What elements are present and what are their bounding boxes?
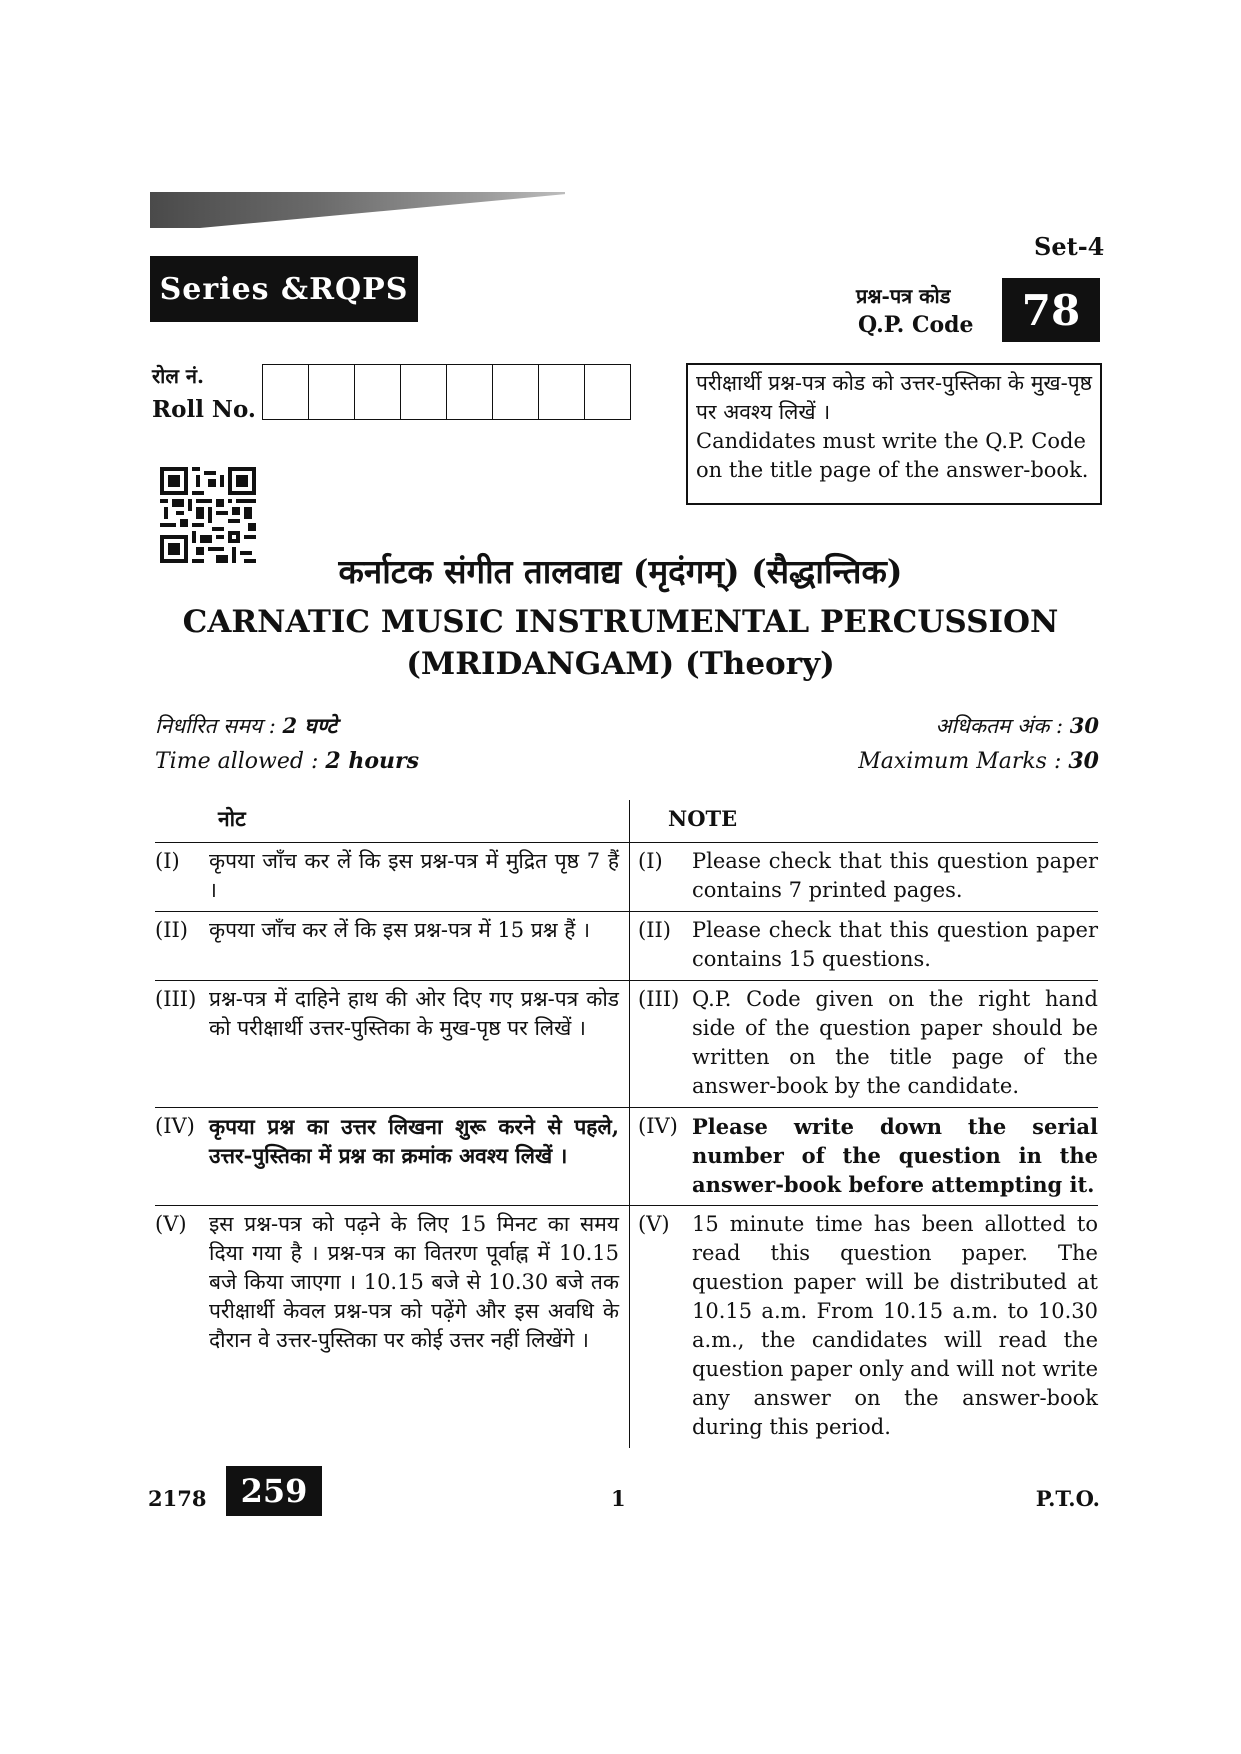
note-text-hindi: कृपया जाँच कर लें कि इस प्रश्न-पत्र में 15 प्रश्न हैं । (209, 918, 591, 942)
roll-no-label: Roll No. (152, 396, 256, 423)
note-hindi (155, 1206, 630, 1448)
qp-code-label: Q.P. Code (858, 312, 974, 338)
note-row (155, 1108, 1098, 1206)
notes-header-row (155, 800, 1098, 843)
title-english-line2: (MRIDANGAM) (Theory) (406, 646, 835, 682)
note-number: (IV) (155, 1114, 195, 1138)
title-english-line1: CARNATIC MUSIC INSTRUMENTAL PERCUSSION (182, 604, 1059, 640)
note-number: (II) (638, 918, 671, 942)
note-number: (I) (638, 849, 663, 873)
note-text-hindi: कृपया प्रश्न का उत्तर लिखना शुरू करने से पहले, उत्तर-पुस्तिका में प्रश्न का क्रमांक अवश्य लिखें । (209, 1114, 619, 1168)
roll-no-cell[interactable] (493, 365, 539, 419)
note-number: (V) (155, 1212, 187, 1236)
roll-no-cell[interactable] (355, 365, 401, 419)
note-number: (I) (155, 849, 180, 873)
note-row (155, 843, 1098, 912)
qp-code-instruction-box (686, 363, 1102, 505)
footer-paper-code: 2178 (148, 1486, 207, 1511)
note-number: (III) (638, 987, 680, 1011)
series-label: Series &RQPS (150, 256, 418, 322)
roll-no-cell[interactable] (263, 365, 309, 419)
note-number: (II) (155, 918, 188, 942)
page-number: 1 (611, 1486, 626, 1511)
note-hindi (155, 843, 630, 911)
notes-table (155, 800, 1098, 1448)
notes-heading-hindi: नोट (155, 800, 630, 842)
qp-code-value: 78 (1002, 278, 1100, 342)
note-text-hindi: कृपया जाँच कर लें कि इस प्रश्न-पत्र में मुद्रित पृष्ठ 7 हैं । (209, 849, 619, 902)
note-text: Please write down the serial number of the question in the answer-book before attempting it. (692, 1114, 1098, 1197)
note-number: (V) (638, 1212, 670, 1236)
roll-no-cell[interactable] (585, 365, 631, 419)
time-allowed-hindi: निर्धारित समय : 2 घण्टे (155, 713, 338, 738)
time-allowed: Time allowed : 2 hours (155, 748, 419, 774)
header-decorative-bar (150, 192, 565, 228)
roll-no-cell[interactable] (447, 365, 493, 419)
instruction-hindi: परीक्षार्थी प्रश्न-पत्र कोड को उत्तर-पुस्तिका के मुख-पृष्ठ पर अवश्य लिखें । (696, 371, 1092, 424)
roll-no-cell[interactable] (539, 365, 585, 419)
title-hindi: कर्नाटक संगीत तालवाद्य (मृदंगम्) (सैद्धान्तिक) (338, 552, 903, 591)
note-english (630, 981, 1098, 1107)
roll-no-boxes[interactable] (262, 364, 631, 420)
note-text-hindi: इस प्रश्न-पत्र को पढ़ने के लिए 15 मिनट का समय दिया गया है । प्रश्न-पत्र का वितरण पूर्वाह्न में 10.15 बजे किया जाएगा । 10.15 बजे से 10.30 बजे तक परीक्षार्थी केवल प्रश्न-पत्र को पढ़ेंगे और इस अवधि के दौरान वे उत्तर-पुस्तिका पर कोई उत्तर नहीं लिखेंगे । (209, 1212, 619, 1352)
footer-boxed-number: 259 (226, 1466, 322, 1516)
note-row (155, 912, 1098, 981)
instruction-english: Candidates must write the Q.P. Code on the title page of the answer-book. (696, 429, 1089, 482)
note-text: 15 minute time has been allotted to read this question paper. The question paper will be distributed at 10.15 a.m. From 10.15 a.m. to 10.30 a.m., the candidates will read the question paper only and will not write any answer on the answer-book during this period. (692, 1212, 1098, 1439)
note-english (630, 843, 1098, 911)
roll-no-cell[interactable] (309, 365, 355, 419)
pto-label: P.T.O. (1035, 1486, 1100, 1511)
qp-code-label-hindi: प्रश्न-पत्र कोड (856, 284, 951, 308)
note-number: (III) (155, 987, 197, 1011)
note-text-hindi: प्रश्न-पत्र में दाहिने हाथ की ओर दिए गए प्रश्न-पत्र कोड को परीक्षार्थी उत्तर-पुस्तिका के मुख-पृष्ठ पर लिखें । (209, 987, 619, 1040)
note-english (630, 1108, 1098, 1205)
maximum-marks-hindi: अधिकतम अंक : 30 (935, 713, 1099, 738)
note-text: Please check that this question paper contains 15 questions. (692, 918, 1098, 971)
note-number: (IV) (638, 1114, 678, 1138)
note-english (630, 1206, 1098, 1448)
notes-heading: NOTE (668, 806, 738, 831)
note-row (155, 981, 1098, 1108)
note-hindi (155, 1108, 630, 1205)
note-hindi (155, 912, 630, 980)
note-text: Please check that this question paper contains 7 printed pages. (692, 849, 1098, 902)
set-label: Set-4 (1034, 232, 1105, 261)
roll-no-label-hindi: रोल नं. (152, 364, 204, 388)
note-row (155, 1206, 1098, 1448)
roll-no-cell[interactable] (401, 365, 447, 419)
note-hindi (155, 981, 630, 1107)
note-text: Q.P. Code given on the right hand side of the question paper should be written on the title page of the answer-book by the candidate. (692, 987, 1098, 1098)
maximum-marks: Maximum Marks : 30 (858, 748, 1099, 774)
note-english (630, 912, 1098, 980)
